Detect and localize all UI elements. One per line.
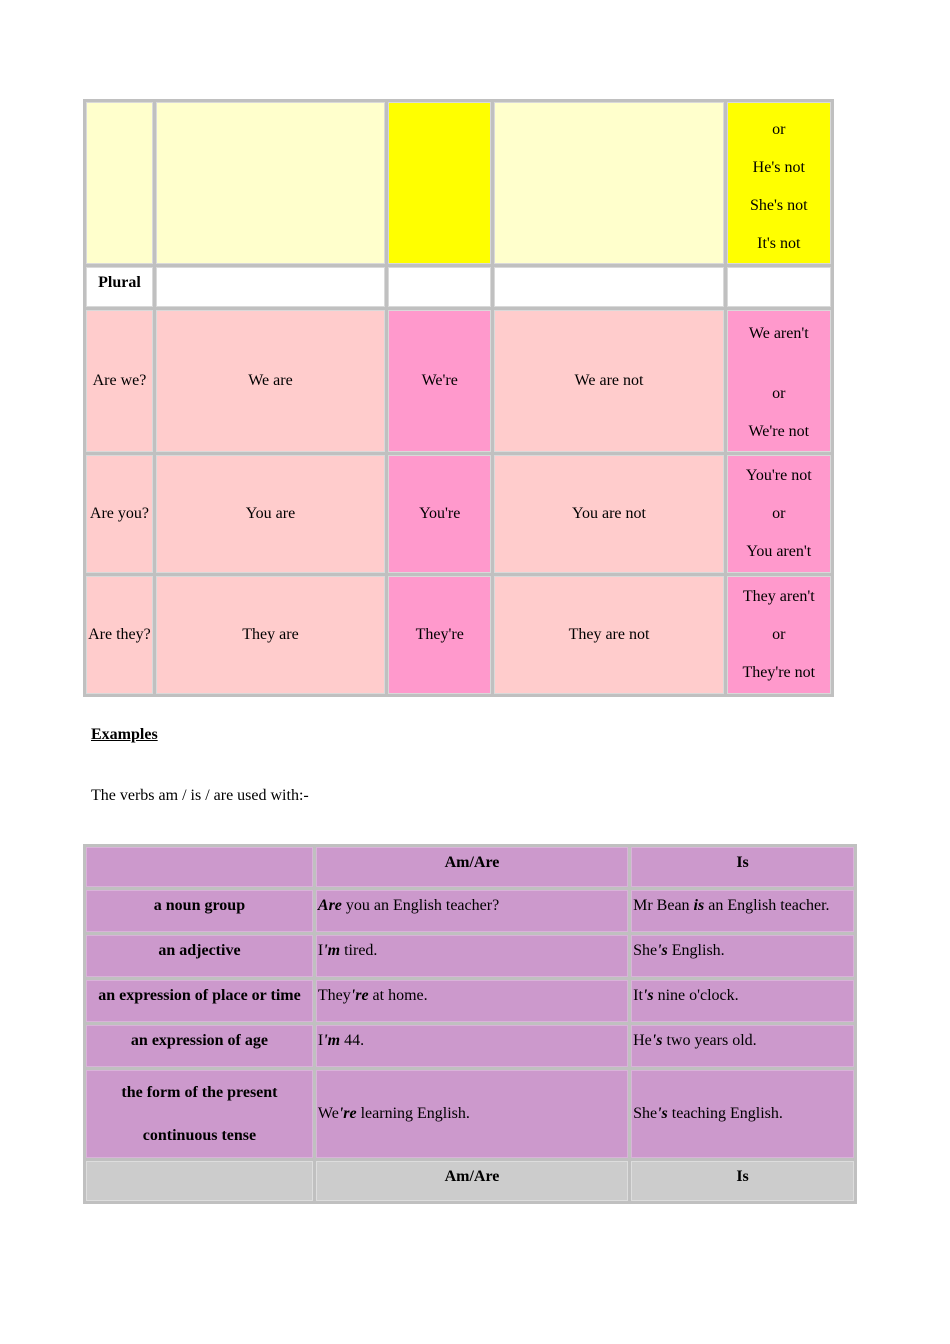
cell-line: It's not [757,235,801,252]
contraction-cell: You're [388,455,491,573]
verb-emphasis: 's [657,1105,668,1122]
contraction-cell: We're [388,310,491,452]
table-cell [388,102,491,264]
table-footer-row [86,1161,854,1201]
example-am-are: They're at home. [316,980,628,1022]
cell-line: You're not [745,467,812,484]
negative-contraction-cell [727,455,831,573]
row-label-line: continuous tense [142,1127,257,1144]
cell-line: She's not [750,197,808,214]
column-header-am-are: Am/Are [316,847,628,887]
verb-emphasis: 's [657,942,668,959]
footer-is: Is [631,1161,854,1201]
row-label: a noun group [86,890,313,932]
cell-line: He's not [752,159,805,176]
full-form-cell: They are [156,576,385,694]
contraction-cell: They're [388,576,491,694]
example-is: He's two years old. [631,1025,854,1067]
negative-contraction-cell [727,102,831,264]
footer-am-are: Am/Are [316,1161,628,1201]
negative-cell: We are not [494,310,723,452]
table-row [86,455,831,573]
verb-emphasis: 're [350,987,369,1004]
table-cell [388,267,491,307]
table-cell [727,267,831,307]
intro-text: The verbs am / is / are used with:- [91,787,309,804]
negative-contraction-cell [727,310,831,452]
table-row [86,267,831,307]
verb-emphasis: 're [338,1105,357,1122]
negative-cell: You are not [494,455,723,573]
table-cell [86,102,153,264]
verb-emphasis: 's [642,987,654,1004]
table-row [86,576,831,694]
column-header-is: Is [631,847,854,887]
table-cell [86,1161,313,1201]
usage-table [83,844,857,1204]
table-row [86,1025,854,1067]
full-form-cell: You are [156,455,385,573]
negative-contraction-cell [727,576,831,694]
table-header-row [86,847,854,887]
example-am-are: We're learning English. [316,1070,628,1158]
cell-line: They're not [742,664,816,681]
example-am-are: I'm tired. [316,935,628,977]
cell-line: or [772,121,786,138]
question-cell: Are we? [86,310,153,452]
table-row [86,310,831,452]
example-am-are: Are you an English teacher? [316,890,628,932]
cell-line: We're not [748,423,810,440]
plural-label: Plural [86,267,153,307]
example-is: It's nine o'clock. [631,980,854,1022]
cell-line: You aren't [746,543,812,560]
row-label: an expression of age [86,1025,313,1067]
cell-line: They aren't [742,588,815,605]
row-label [86,1070,313,1158]
conjugation-table [83,99,834,697]
table-row [86,890,854,932]
table-cell [494,267,723,307]
table-row [86,935,854,977]
cell-line: or [772,626,786,643]
verb-emphasis: 'm [323,1032,341,1049]
examples-heading: Examples [91,726,158,743]
table-row [86,102,831,264]
verb-emphasis: Are [317,897,342,914]
table-cell [156,267,385,307]
negative-cell: They are not [494,576,723,694]
table-cell [494,102,723,264]
row-label: an expression of place or time [86,980,313,1022]
example-is: She's teaching English. [631,1070,854,1158]
row-label-line: the form of the present [121,1084,278,1101]
example-is: She's English. [631,935,854,977]
table-cell [86,847,313,887]
row-label: an adjective [86,935,313,977]
verb-emphasis: 'm [323,942,341,959]
table-cell [156,102,385,264]
table-row [86,1070,854,1158]
cell-line: or [772,505,786,522]
cell-line: or [772,385,786,402]
verb-emphasis: is [693,897,705,914]
question-cell: Are they? [86,576,153,694]
example-am-are: I'm 44. [316,1025,628,1067]
table-row [86,980,854,1022]
verb-emphasis: 's [651,1032,663,1049]
full-form-cell: We are [156,310,385,452]
cell-line: We aren't [748,325,809,342]
example-is: Mr Bean is an English teacher. [631,890,854,932]
question-cell: Are you? [86,455,153,573]
